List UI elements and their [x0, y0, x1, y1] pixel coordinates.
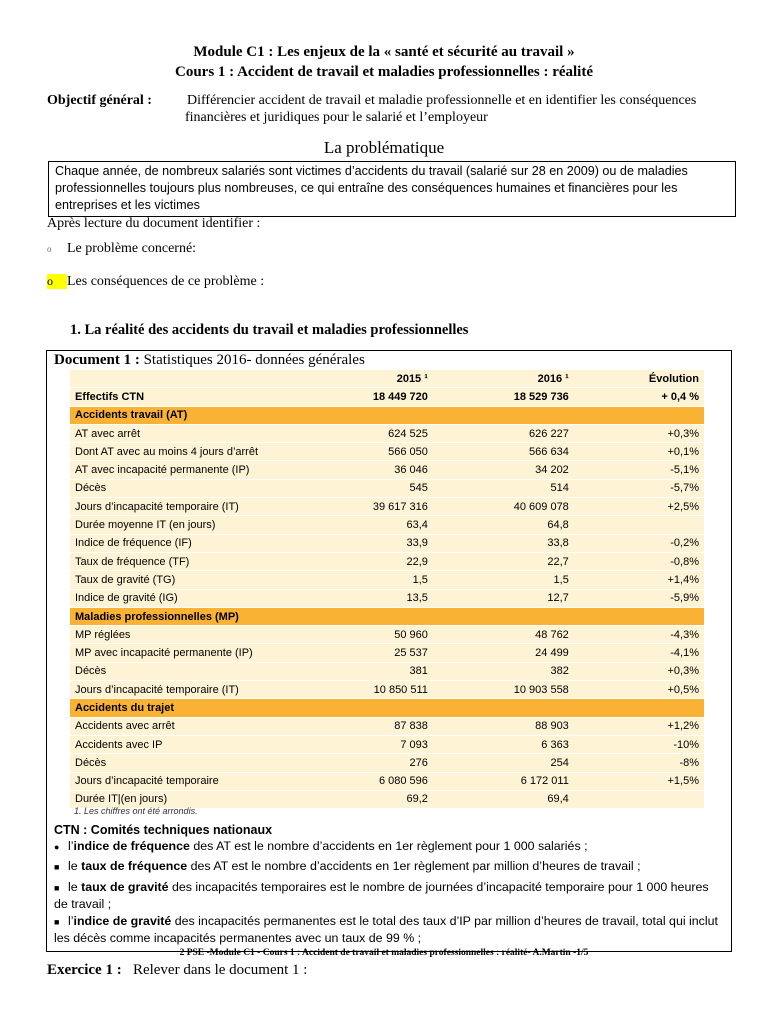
value-cell: 69,2 — [292, 790, 433, 808]
table-row — [70, 461, 704, 479]
table-row-effectifs — [70, 388, 704, 406]
value-cell: 276 — [292, 754, 433, 772]
highlighted-bullet-marker: o — [47, 274, 67, 289]
row-label-cell: Décès — [70, 754, 292, 772]
definition-term: taux de fréquence — [81, 859, 188, 873]
table-row — [70, 589, 704, 607]
value-cell: 18 529 736 — [433, 388, 574, 406]
definition-text: des AT est le nombre d’accidents en 1er règlement pour 1 000 salariés ; — [189, 839, 588, 853]
value-cell: 36 046 — [292, 461, 433, 479]
table-row — [70, 552, 704, 570]
value-cell: 24 499 — [433, 644, 574, 662]
value-cell: 22,9 — [292, 552, 433, 570]
value-cell: 566 634 — [433, 443, 574, 461]
document-subtitle: Statistiques 2016- données générales — [139, 352, 365, 368]
value-cell: +1,5% — [574, 772, 704, 790]
row-label-cell — [70, 370, 292, 388]
value-cell: Évolution — [574, 370, 704, 388]
table-footnote: 1. Les chiffres ont été arrondis. — [74, 806, 198, 816]
section-heading: 1. La réalité des accidents du travail et maladies professionnelles — [70, 322, 469, 338]
statistics-table — [70, 370, 704, 809]
value-cell: 63,4 — [292, 516, 433, 534]
table-row — [70, 424, 704, 442]
value-cell: -0,2% — [574, 534, 704, 552]
value-cell: -5,9% — [574, 589, 704, 607]
definition-term: indice de fréquence — [73, 839, 190, 853]
value-cell: 34 202 — [433, 461, 574, 479]
section-header-cell: Accidents travail (AT) — [70, 406, 704, 424]
row-label-cell: MP réglées — [70, 626, 292, 644]
value-cell: + 0,4 % — [574, 388, 704, 406]
questions-intro: Après lecture du document identifier : — [47, 216, 261, 231]
value-cell: +1,2% — [574, 717, 704, 735]
value-cell: 6 363 — [433, 735, 574, 753]
value-cell: 6 172 011 — [433, 772, 574, 790]
value-cell: +0,3% — [574, 424, 704, 442]
row-label-cell: Durée IT|(en jours) — [70, 790, 292, 808]
table-row — [70, 754, 704, 772]
value-cell: 1,5 — [433, 571, 574, 589]
value-cell: 64,8 — [433, 516, 574, 534]
table-row — [70, 717, 704, 735]
value-cell: -0,8% — [574, 552, 704, 570]
problematique-box: Chaque année, de nombreux salariés sont victimes d’accidents du travail (salarié sur 28 en 2009) ou de maladies professionnelles toujours plus nombreuses, ce qui entraîne des conséquences humaines et financières pour les entreprises et les victimes — [48, 161, 736, 217]
value-cell: -8% — [574, 754, 704, 772]
definition-text: des incapacités temporaires est le nombre de journées d’incapacité temporaire pour 1 000 heures de travail ; — [54, 880, 709, 911]
row-label-cell: Effectifs CTN — [70, 388, 292, 406]
document-title — [54, 352, 365, 369]
row-label-cell: Décès — [70, 479, 292, 497]
value-cell: 382 — [433, 662, 574, 680]
table-section-header — [70, 406, 704, 424]
row-label-cell: AT avec incapacité permanente (IP) — [70, 461, 292, 479]
row-label-cell: Jours d’incapacité temporaire — [70, 772, 292, 790]
row-label-cell: Accidents avec IP — [70, 735, 292, 753]
question-item-consequences — [47, 274, 264, 290]
table-row — [70, 498, 704, 516]
exercise-label: Exercice 1 : — [47, 962, 122, 978]
bullet-marker: ● — [54, 842, 60, 852]
definition-term: taux de gravité — [81, 880, 169, 894]
definition-text: des incapacités permanentes est le total des taux d’IP par million d’heures de travail, total qui inclut les décès comme incapacités permanentes avec un taux de 99 % ; — [54, 914, 718, 945]
table-row — [70, 662, 704, 680]
definition-pre: l’ — [68, 914, 74, 928]
question-text: Les conséquences de ce problème : — [67, 274, 265, 289]
value-cell: -5,1% — [574, 461, 704, 479]
row-label-cell: Jours d’incapacité temporaire (IT) — [70, 681, 292, 699]
objective-text-line1: Différencier accident de travail et maladie professionnelle et en identifier les conséquences — [187, 93, 697, 108]
row-label-cell: Taux de gravité (TG) — [70, 571, 292, 589]
value-cell: -10% — [574, 735, 704, 753]
value-cell: +0,1% — [574, 443, 704, 461]
row-label-cell: Accidents avec arrêt — [70, 717, 292, 735]
value-cell: 514 — [433, 479, 574, 497]
value-cell: 22,7 — [433, 552, 574, 570]
definition-taux-gravite — [54, 879, 724, 912]
row-label-cell: Durée moyenne IT (en jours) — [70, 516, 292, 534]
value-cell: 624 525 — [292, 424, 433, 442]
value-cell: 13,5 — [292, 589, 433, 607]
table-row — [70, 516, 704, 534]
table-section-header — [70, 699, 704, 717]
document-label: Document 1 : — [54, 352, 140, 368]
table-row — [70, 443, 704, 461]
row-label-cell: MP avec incapacité permanente (IP) — [70, 644, 292, 662]
table-row — [70, 479, 704, 497]
bullet-marker: o — [47, 244, 52, 254]
value-cell: -5,7% — [574, 479, 704, 497]
value-cell: 7 093 — [292, 735, 433, 753]
table-row — [70, 534, 704, 552]
problematique-heading: La problématique — [323, 138, 445, 157]
table-row — [70, 772, 704, 790]
value-cell — [574, 516, 704, 534]
value-cell: 566 050 — [292, 443, 433, 461]
value-cell: 25 537 — [292, 644, 433, 662]
table-section-header — [70, 607, 704, 625]
value-cell: 88 903 — [433, 717, 574, 735]
exercise-line — [47, 962, 307, 979]
value-cell: 18 449 720 — [292, 388, 433, 406]
question-text: Le problème concerné: — [67, 241, 197, 256]
bullet-marker: ■ — [54, 917, 60, 927]
value-cell: 626 227 — [433, 424, 574, 442]
bullet-marker: ■ — [54, 862, 60, 872]
exercise-text: Relever dans le document 1 : — [132, 962, 308, 978]
value-cell: 33,9 — [292, 534, 433, 552]
value-cell — [574, 790, 704, 808]
value-cell: 87 838 — [292, 717, 433, 735]
definition-indice-gravite — [54, 913, 724, 946]
bullet-marker: ■ — [54, 883, 60, 893]
value-cell: 50 960 — [292, 626, 433, 644]
table-row — [70, 571, 704, 589]
value-cell: +2,5% — [574, 498, 704, 516]
row-label-cell: Indice de gravité (IG) — [70, 589, 292, 607]
row-label-cell: AT avec arrêt — [70, 424, 292, 442]
module-title: Module C1 : Les enjeux de la « santé et sécurité au travail » — [193, 44, 575, 60]
value-cell: 10 903 558 — [433, 681, 574, 699]
value-cell: 381 — [292, 662, 433, 680]
definition-term: indice de gravité — [73, 914, 172, 928]
value-cell: 2016 ¹ — [433, 370, 574, 388]
row-label-cell: Décès — [70, 662, 292, 680]
value-cell: 33,8 — [433, 534, 574, 552]
table-row — [70, 681, 704, 699]
table-header-row — [70, 370, 704, 388]
value-cell: -4,1% — [574, 644, 704, 662]
definition-pre: le — [68, 880, 82, 894]
definition-taux-frequence — [54, 858, 724, 875]
value-cell: +1,4% — [574, 571, 704, 589]
value-cell: 69,4 — [433, 790, 574, 808]
row-label-cell: Indice de fréquence (IF) — [70, 534, 292, 552]
table-row — [70, 735, 704, 753]
table-row — [70, 644, 704, 662]
definition-pre: l’ — [68, 839, 74, 853]
value-cell: 254 — [433, 754, 574, 772]
objective-text-line2: financières et juridiques pour le salarié et l’employeur — [185, 110, 488, 125]
definition-indice-frequence — [54, 838, 724, 855]
value-cell: 545 — [292, 479, 433, 497]
ctn-title: CTN : Comités techniques nationaux — [54, 823, 273, 837]
page-footer: 2 PSE -Module C1 - Cours 1 : Accident de travail et maladies professionnelles : réalité- A.Martin -1/5 — [179, 948, 589, 958]
value-cell: 40 609 078 — [433, 498, 574, 516]
value-cell: 10 850 511 — [292, 681, 433, 699]
section-header-cell: Accidents du trajet — [70, 699, 704, 717]
value-cell: 1,5 — [292, 571, 433, 589]
definition-pre: le — [68, 859, 82, 873]
definition-text: des AT est le nombre d’accidents en 1er règlement par million d’heures de travail ; — [187, 859, 641, 873]
value-cell: 48 762 — [433, 626, 574, 644]
objective-label: Objectif général : — [47, 93, 152, 108]
course-title: Cours 1 : Accident de travail et maladies professionnelles : réalité — [175, 64, 593, 80]
statistics-table-body — [70, 370, 704, 809]
section-header-cell: Maladies professionnelles (MP) — [70, 607, 704, 625]
value-cell: 39 617 316 — [292, 498, 433, 516]
value-cell: -4,3% — [574, 626, 704, 644]
value-cell: +0,5% — [574, 681, 704, 699]
row-label-cell: Dont AT avec au moins 4 jours d’arrêt — [70, 443, 292, 461]
value-cell: 12,7 — [433, 589, 574, 607]
row-label-cell: Jours d’incapacité temporaire (IT) — [70, 498, 292, 516]
row-label-cell: Taux de fréquence (TF) — [70, 552, 292, 570]
value-cell: 2015 ¹ — [292, 370, 433, 388]
value-cell: 6 080 596 — [292, 772, 433, 790]
question-item-probleme — [47, 241, 196, 257]
value-cell: +0,3% — [574, 662, 704, 680]
table-row — [70, 626, 704, 644]
